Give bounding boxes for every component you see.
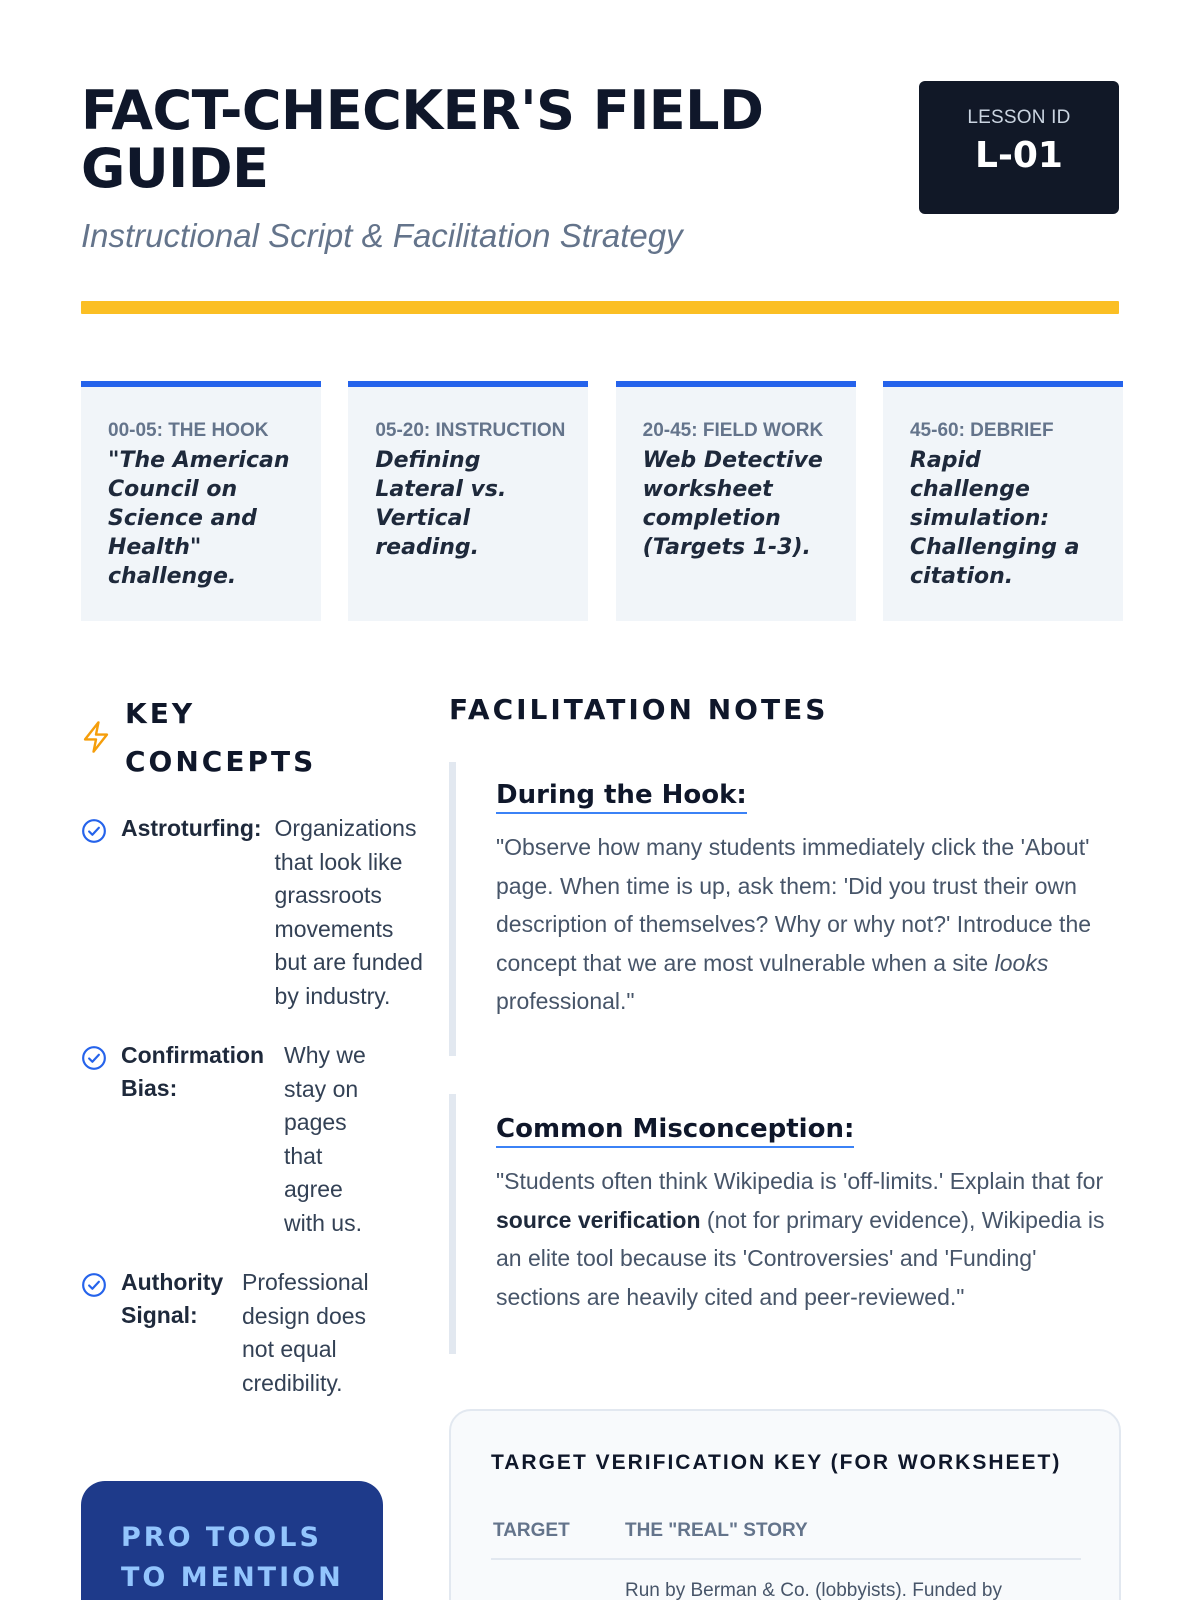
concept-list bbox=[81, 812, 441, 1400]
phase-time: 20-45: FIELD WORK bbox=[642, 420, 824, 441]
phase-description: Web Detective worksheet completion (Targets 1-3). bbox=[642, 448, 823, 560]
pro-tools-panel bbox=[81, 1481, 383, 1600]
note-emphasis: looks bbox=[994, 949, 1049, 976]
note-body bbox=[496, 1162, 1121, 1316]
key-concepts-header bbox=[81, 690, 441, 786]
bolt-icon bbox=[81, 720, 111, 754]
timeline-card-hook bbox=[81, 381, 321, 621]
table-header-row bbox=[491, 1508, 1081, 1559]
note-body bbox=[496, 828, 1121, 1021]
timeline-card-field-work bbox=[616, 381, 856, 621]
note-heading: During the Hook: bbox=[496, 778, 747, 814]
note-hook bbox=[449, 762, 1121, 1056]
page-title: FACT-CHECKER'S FIELD GUIDE bbox=[81, 79, 764, 200]
concept-term: Authority Signal: bbox=[121, 1269, 224, 1328]
header-divider bbox=[81, 301, 1119, 314]
check-circle-icon bbox=[81, 1272, 107, 1298]
phase-description: Rapid challenge simulation: Challenging a citation. bbox=[909, 448, 1080, 589]
page-subtitle: Instructional Script & Facilitation Strategy bbox=[81, 217, 683, 254]
phase-description: Defining Lateral vs. Vertical reading. bbox=[375, 448, 507, 560]
concept-definition: Organizations that look like grassroots movements but are funded by industry. bbox=[274, 815, 423, 1009]
note-heading: Common Misconception: bbox=[496, 1112, 854, 1148]
table-row bbox=[491, 1559, 1081, 1600]
lesson-id-label: LESSON ID bbox=[967, 107, 1071, 128]
timeline-card-debrief bbox=[883, 381, 1123, 621]
check-circle-icon bbox=[81, 1045, 107, 1071]
phase-time: 05-20: INSTRUCTION bbox=[375, 420, 566, 441]
concept-definition: Why we stay on pages that agree with us. bbox=[284, 1042, 366, 1236]
verification-key-table bbox=[491, 1508, 1081, 1600]
column-header-story: THE "REAL" STORY bbox=[623, 1508, 1081, 1559]
phase-time: 45-60: DEBRIEF bbox=[909, 420, 1054, 441]
concept-item bbox=[81, 1266, 441, 1400]
verification-key-title: TARGET VERIFICATION KEY (FOR WORKSHEET) bbox=[491, 1451, 1062, 1474]
key-concepts-section bbox=[81, 690, 441, 1426]
facilitation-notes-title: FACILITATION NOTES bbox=[449, 693, 829, 726]
concept-item bbox=[81, 812, 441, 1013]
note-text: "Observe how many students immediately click the 'About' page. When time is up, ask them: 'Did you trust their own description of themselves? Why or why not?' Introduce the concept that we are most vulnerable when a site bbox=[496, 834, 1092, 976]
phase-description: "The American Council on Science and Health" challenge. bbox=[108, 448, 290, 589]
note-text: "Students often think Wikipedia is 'off-limits.' Explain that for bbox=[496, 1168, 1104, 1194]
concept-term: Astroturfing: bbox=[121, 815, 262, 841]
facilitation-notes-section bbox=[449, 690, 1121, 1354]
note-strong: source verification bbox=[496, 1206, 701, 1233]
concept-term: Confirmation Bias: bbox=[121, 1042, 265, 1101]
cell-story: Run by Berman & Co. (lobbyists). Funded by bbox=[625, 1580, 1003, 1600]
note-text: professional." bbox=[496, 988, 635, 1014]
key-concepts-title: KEY CONCEPTS bbox=[125, 697, 317, 778]
check-circle-icon bbox=[81, 818, 107, 844]
lesson-id-value: L-01 bbox=[975, 135, 1063, 176]
lesson-id-badge bbox=[919, 81, 1119, 214]
phase-time: 00-05: THE HOOK bbox=[108, 420, 269, 441]
note-text: (not for primary evidence), Wikipedia is an elite tool because its 'Controversies' and 'Funding' sections are heavily cited and peer-reviewed." bbox=[496, 1206, 1105, 1310]
page-header bbox=[81, 0, 1119, 320]
verification-key-card bbox=[449, 1409, 1121, 1600]
pro-tools-title: PRO TOOLS TO MENTION bbox=[121, 1522, 344, 1593]
timeline-card-instruction bbox=[348, 381, 588, 621]
column-header-target: TARGET bbox=[491, 1508, 623, 1559]
concept-definition: Professional design does not equal credibility. bbox=[242, 1269, 369, 1396]
lesson-timeline bbox=[81, 381, 1123, 621]
concept-item bbox=[81, 1039, 441, 1240]
note-misconception bbox=[449, 1094, 1121, 1354]
cell-target bbox=[491, 1559, 623, 1600]
